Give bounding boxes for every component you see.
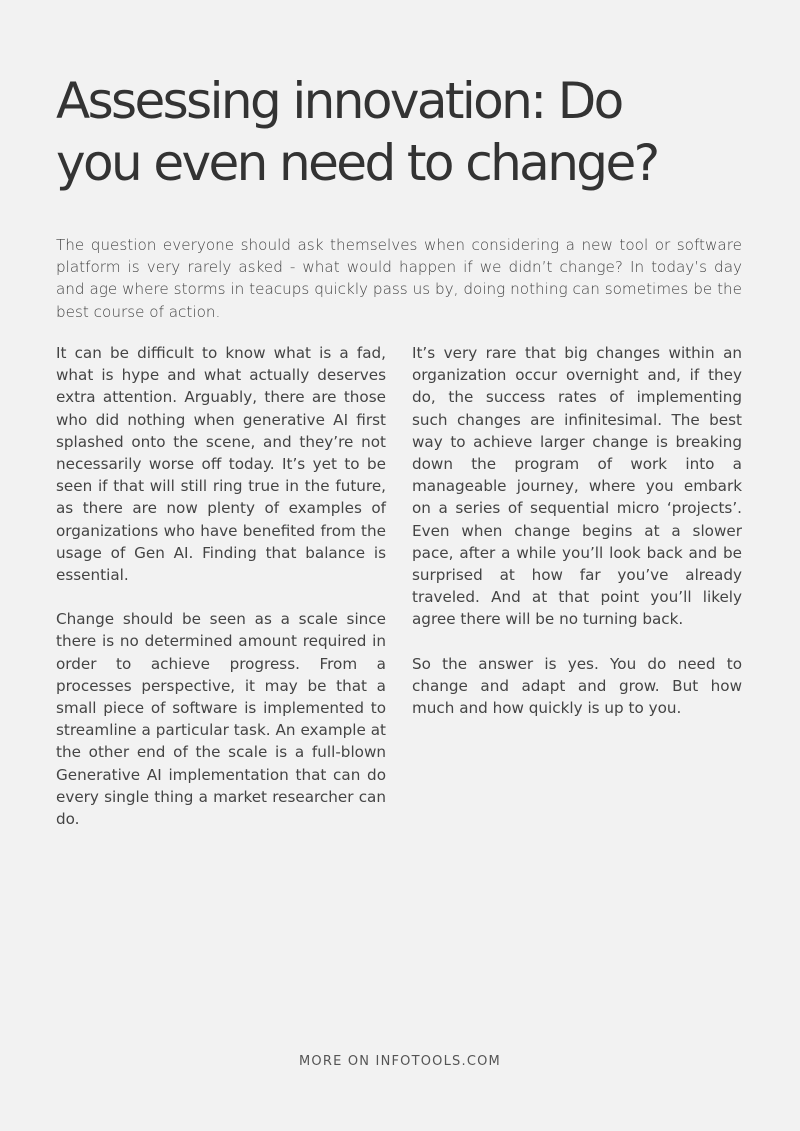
left-paragraph-2: Change should be seen as a scale since there is no determined amount required in order to achieve progress. From a processes perspective, it may be that a small piece of software is implemented to streamline a particular task. An example at the other end of the scale is a full-blown Generative AI implementation that can do every single thing a market researcher can do. [56,610,386,829]
right-column [412,342,742,741]
document-page [56,0,744,1131]
page-title [56,70,756,194]
title-line-2: you even need to change? [56,134,658,192]
left-paragraph-1: It can be difficult to know what is a fad, what is hype and what actually deserves extra attention. Arguably, there are those who did nothing when generative AI first splashed onto the scene, and they’re not necessarily worse off today. It’s yet to be seen if that will still ring true in the future, as there are now plenty of examples of organizations who have benefited from the usage of Gen AI. Finding that balance is essential. [56,344,386,585]
title-line-1: Assessing innovation: Do [56,72,622,130]
right-paragraph-2: So the answer is yes. You do need to change and adapt and grow. But how much and how quickly is up to you. [412,654,742,718]
footer-link[interactable]: MORE ON INFOTOOLS.COM [299,1054,501,1069]
right-paragraph-1: It’s very rare that big changes within an organization occur overnight and, if they do, the success rates of implementing such changes are infinitesimal. The best way to achieve larger change is breaking down the program of work into a manageable journey, where you embark on a series of sequential micro ‘projects’. Even when change begins at a slower pace, after a while you’ll look back and be surprised at how far you’ve already traveled. And at that point you’ll likely agree there will be no turning back. [412,344,742,629]
left-column [56,342,386,852]
intro-paragraph: The question everyone should ask themselves when considering a new tool or software platform is very rarely asked - what would happen if we didn’t change? In today’s day and age where storms in teacups quickly pass us by, doing nothing can sometimes be the best course of action. [56,236,742,321]
